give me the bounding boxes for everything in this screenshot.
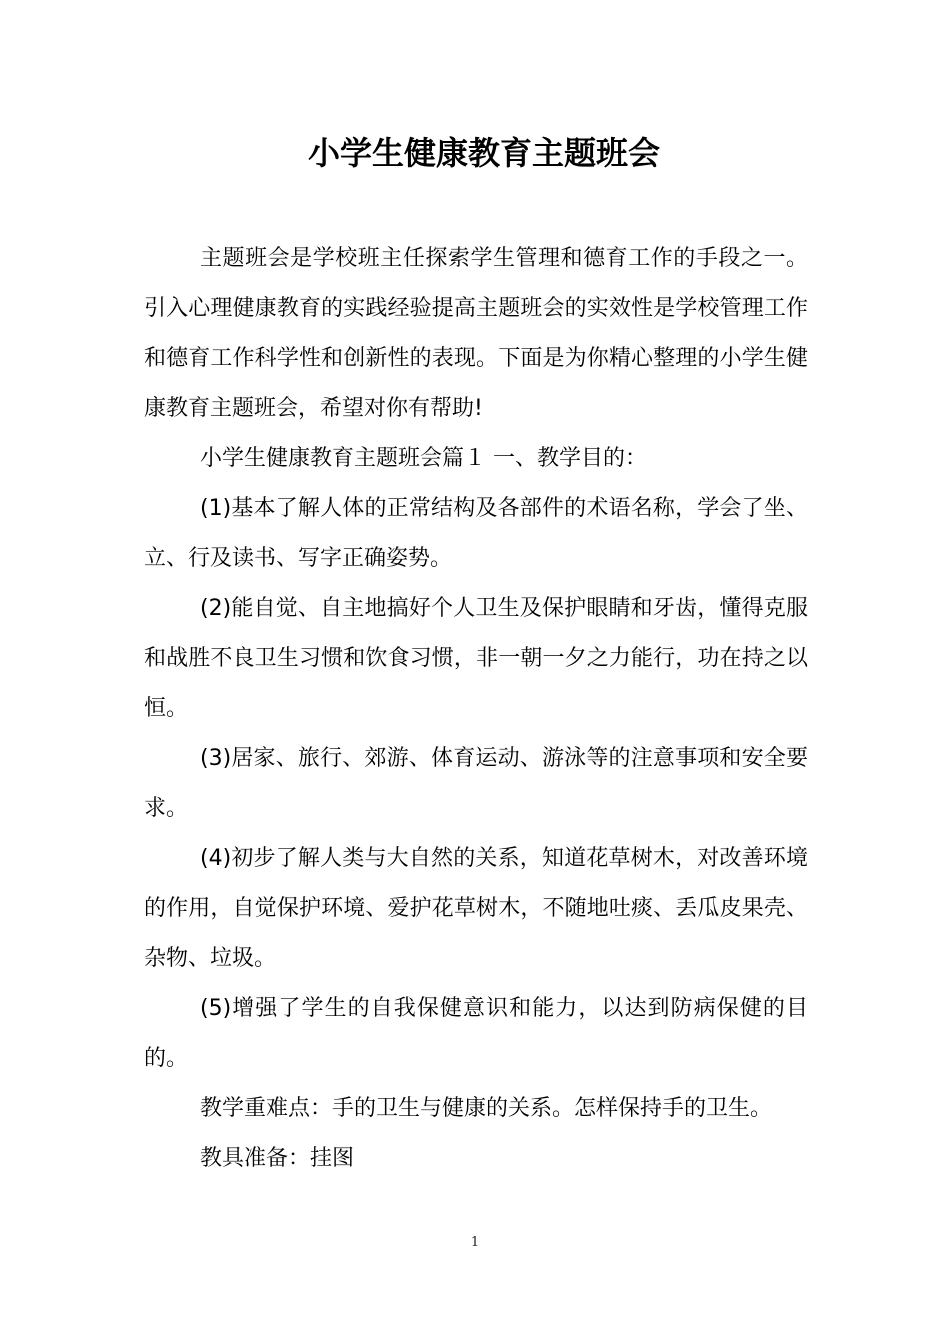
paragraph-key-points: 教学重难点：手的卫生与健康的关系。怎样保持手的卫生。 (200, 1096, 773, 1121)
paragraph-goal-2: (2)能自觉、自主地搞好个人卫生及保护眼睛和牙齿，懂得克服和战胜不良卫生习惯和饮食习惯，非一朝一夕之力能行，功在持之以恒。 (144, 596, 808, 721)
paragraph-intro: 主题班会是学校班主任探索学生管理和德育工作的手段之一。引入心理健康教育的实践经验提高主题班会的实效性是学校管理工作和德育工作科学性和创新性的表现。下面是为你精心整理的小学生健康教育主题班会，希望对你有帮助! (144, 246, 808, 421)
paragraph-section-heading: 小学生健康教育主题班会篇１ 一、教学目的： (200, 446, 647, 471)
paragraph-goal-1: (1)基本了解人体的正常结构及各部件的术语名称，学会了坐、立、行及读书、写字正确姿势。 (144, 496, 808, 571)
paragraph-goal-3: (3)居家、旅行、郊游、体育运动、游泳等的注意事项和安全要求。 (144, 746, 808, 821)
document-body (144, 234, 808, 1184)
document-title: 小学生健康教育主题班会 (307, 134, 660, 173)
page-number: 1 (470, 1235, 480, 1250)
paragraph-teaching-aids: 教具准备：挂图 (200, 1146, 355, 1171)
paragraph-goal-5: (5)增强了学生的自我保健意识和能力，以达到防病保健的目的。 (144, 996, 808, 1071)
paragraph-goal-4: (4)初步了解人类与大自然的关系，知道花草树木，对改善环境的作用，自觉保护环境、爱护花草树木，不随地吐痰、丢瓜皮果壳、杂物、垃圾。 (144, 846, 808, 971)
